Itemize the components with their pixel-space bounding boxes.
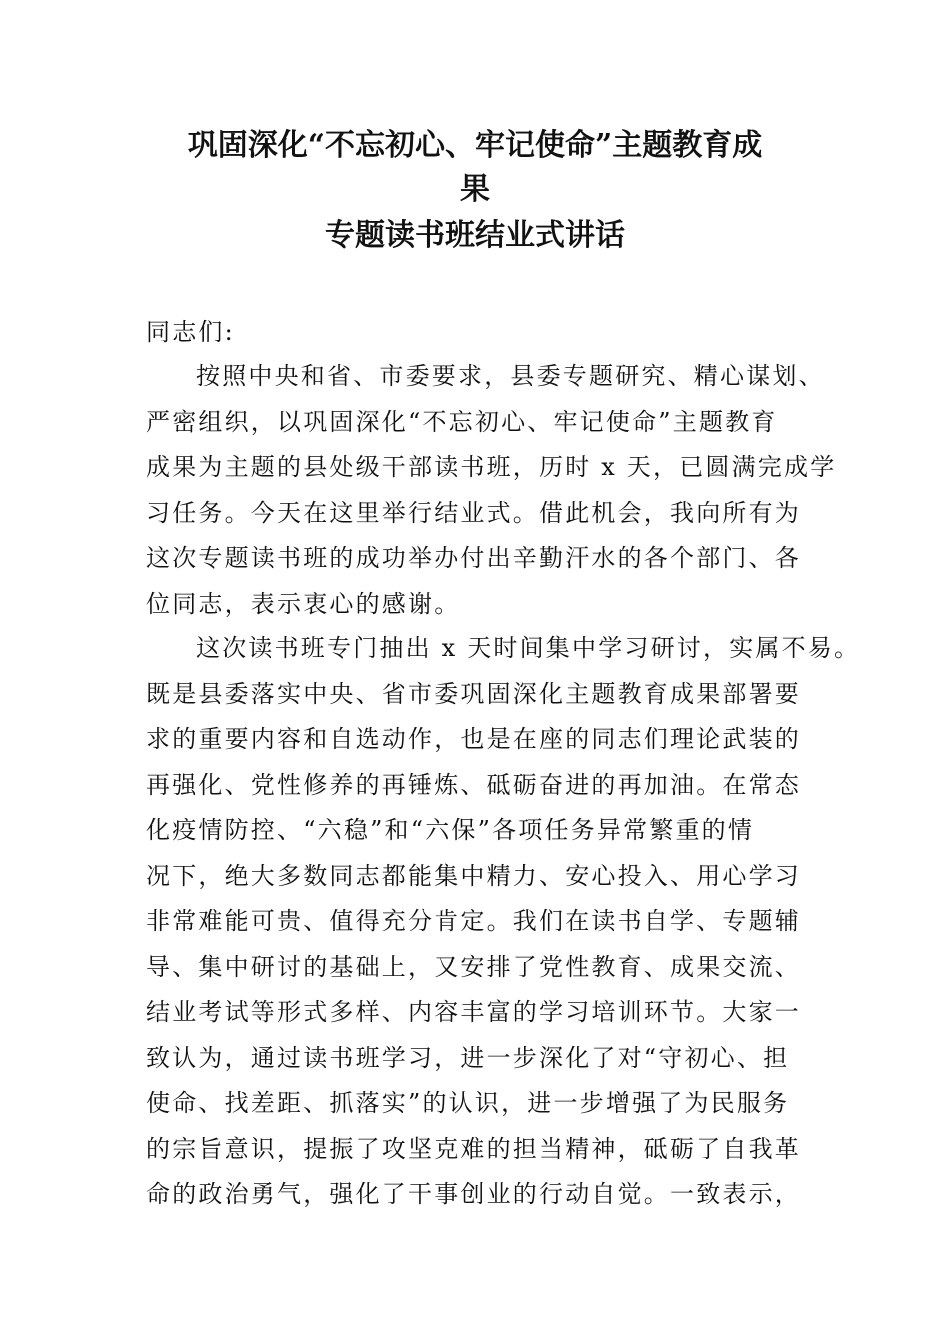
- paragraph-line: 非常难能可贵、值得充分肯定。我们在读书自学、专题辅: [146, 907, 801, 935]
- paragraph-line: 化疫情防控、“六稳”和“六保”各项任务异常繁重的情: [146, 816, 755, 844]
- paragraph-line: 结业考试等形式多样、内容丰富的学习培训环节。大家一: [146, 998, 801, 1026]
- paragraph-1: [146, 354, 837, 627]
- document-title-line-3: 专题读书班结业式讲话: [325, 218, 625, 253]
- paragraph-line: 况下，绝大多数同志都能集中精力、安心投入、用心学习: [146, 861, 801, 890]
- paragraph-line: 这次专题读书班的成功举办付出辛勤汗水的各个部门、各: [146, 544, 801, 572]
- paragraph-line: 命的政治勇气，强化了干事创业的行动自觉。一致表示，: [146, 1180, 801, 1208]
- paragraph-line: 的宗旨意识，提振了攻坚克难的担当精神，砥砺了自我革: [146, 1134, 801, 1163]
- paragraph-line: 导、集中研讨的基础上，又安排了党性教育、成果交流、: [146, 952, 801, 981]
- document-title-line-2: 果: [460, 172, 490, 207]
- paragraph-line: 使命、找差距、抓落实”的认识，进一步增强了为民服务: [146, 1089, 790, 1117]
- paragraph-line: 严密组织，以巩固深化“不忘初心、牢记使命”主题教育: [146, 407, 778, 436]
- paragraph-line: 既是县委落实中央、省市委巩固深化主题教育成果部署要: [146, 679, 801, 708]
- paragraph-line: 再强化、党性修养的再锤炼、砥砺奋进的再加油。在常态: [146, 770, 801, 799]
- paragraph-line: 位同志，表示衷心的感谢。: [146, 589, 461, 618]
- paragraph-line: 按照中央和省、市委要求，县委专题研究、精心谋划、: [196, 362, 825, 390]
- paragraph-line: 求的重要内容和自选动作，也是在座的同志们理论武装的: [146, 725, 801, 753]
- paragraph-line: 致认为，通过读书班学习，进一步深化了对“守初心、担: [146, 1043, 790, 1072]
- paragraph-line: 这次读书班专门抽出 x 天时间集中学习研讨，实属不易。: [196, 634, 861, 662]
- paragraph-line: 习任务。今天在这里举行结业式。借此机会，我向所有为: [146, 498, 801, 527]
- salutation: 同志们:: [146, 318, 235, 346]
- paragraph-line: 成果为主题的县处级干部读书班，历时 x 天，已圆满完成学: [146, 453, 837, 481]
- document-title-line-1: 巩固深化“不忘初心、牢记使命”主题教育成: [187, 128, 763, 163]
- paragraph-2: [146, 626, 861, 1218]
